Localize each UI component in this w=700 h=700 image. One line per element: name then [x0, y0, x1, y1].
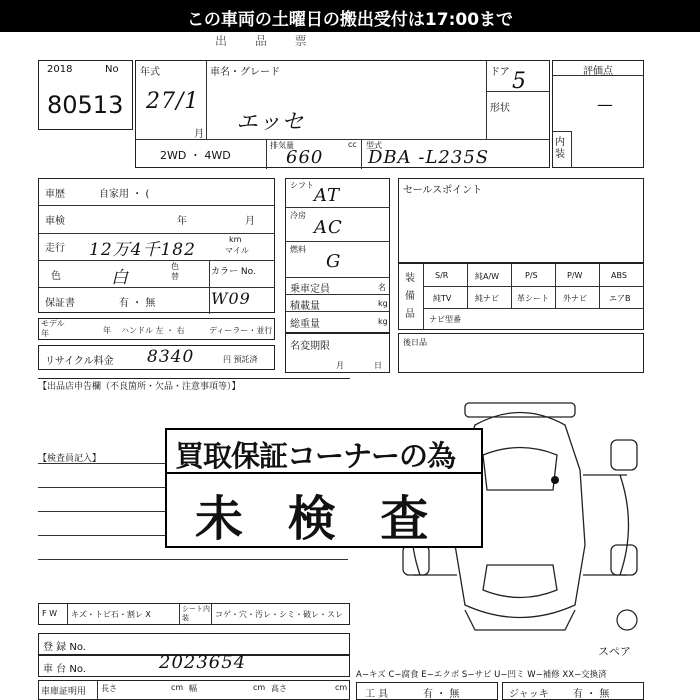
- stamp-main: 未 検 査: [195, 491, 443, 547]
- color-no-label: カラー No.: [211, 267, 256, 277]
- warranty-value: 有 ・ 無: [119, 298, 156, 309]
- seller-note-label: 【出品店申告欄（不良箇所・欠品・注意事項等）】: [38, 382, 241, 392]
- ac-label: 冷房: [290, 211, 306, 220]
- spare-label: スペア: [598, 645, 631, 658]
- interior-label: 内装: [555, 137, 565, 160]
- tool-value: 有 ・ 無: [423, 689, 460, 700]
- seat-label: シート内装: [182, 605, 210, 622]
- lot-year: 2018: [47, 64, 73, 75]
- fw-row: [38, 603, 350, 625]
- history-box: [38, 178, 275, 313]
- equip-ext-navi: 外ナビ: [563, 294, 587, 303]
- lot-number: 80513: [47, 91, 124, 119]
- mileage-value: 12万4千182: [89, 240, 196, 260]
- type-value: DBA -L235S: [368, 147, 490, 168]
- stamp-title: 買取保証コーナーの為: [175, 439, 456, 473]
- fuel-label: 燃料: [290, 245, 306, 254]
- equip-pw: P/W: [567, 271, 583, 280]
- equipment-side-label: 装備品: [405, 273, 415, 320]
- total-label: 総重量: [290, 319, 320, 330]
- top-banner: [0, 0, 700, 32]
- jack-value: 有 ・ 無: [573, 689, 610, 700]
- color-value: 白: [111, 268, 129, 288]
- recycle-value: 8340: [147, 347, 195, 367]
- score-value: —: [597, 95, 613, 114]
- cc-unit: cc: [348, 140, 357, 149]
- displacement-value: 660: [286, 147, 324, 168]
- score-label: 評価点: [583, 66, 613, 77]
- equip-abs: ABS: [611, 271, 627, 280]
- ac-value: AC: [314, 217, 343, 238]
- recycle-unit: 円 預託済: [223, 355, 258, 364]
- nenshiki-month-unit: 月: [194, 129, 204, 140]
- tool-label: 工 具: [365, 689, 389, 700]
- lot-prefix: No: [105, 64, 119, 75]
- color-label: 色: [51, 271, 61, 282]
- mileage-label: 走行: [45, 243, 65, 254]
- equip-navi: 純ナビ: [475, 294, 499, 303]
- capacity-unit: 名: [378, 283, 386, 292]
- model-value: エッセ: [236, 110, 305, 135]
- registration-day: 日: [374, 361, 382, 370]
- damage-legend: A−キズ C−腐食 E−エクボ S−サビ U−凹ミ W−補修 XX−交換済: [356, 670, 607, 680]
- chassis-label: 車 台 No.: [43, 664, 86, 675]
- chassis-value: 2023654: [159, 652, 247, 673]
- shift-value: AT: [314, 185, 341, 206]
- shape-label: 形状: [490, 103, 510, 114]
- chassis-row: [38, 652, 350, 677]
- tool-box: [356, 682, 498, 700]
- displacement-label: 排気量: [270, 141, 294, 150]
- jack-box: [502, 682, 644, 700]
- car-front-lower: [465, 610, 575, 630]
- equip-ps: P/S: [525, 271, 538, 280]
- model-label: 車名・グレード: [210, 67, 280, 78]
- cert-label: 車庫証明用: [41, 687, 87, 697]
- reki-label: 車歴: [45, 189, 65, 200]
- registration-month: 月: [336, 361, 344, 370]
- navi-model-label: ナビ型番: [429, 315, 461, 324]
- inspector-label: 【検査員記入】: [38, 454, 102, 464]
- width-unit: cm: [253, 683, 266, 692]
- drive-label: 2WD ・ 4WD: [160, 149, 231, 162]
- total-unit: kg: [378, 317, 388, 326]
- shaken-month: 月: [245, 216, 255, 227]
- fw-text: キズ・トビ石・割レ X: [71, 610, 151, 619]
- recycle-label: リサイクル料金: [45, 356, 114, 367]
- shaken-year: 年: [177, 216, 187, 227]
- door-value: 5: [512, 69, 527, 94]
- mile-unit: マイル: [225, 246, 249, 255]
- warranty-label: 保証書: [45, 298, 75, 309]
- dealer-option: ディーラー・並行: [209, 326, 273, 335]
- load-unit: kg: [378, 299, 388, 308]
- shift-box: [285, 178, 390, 333]
- equip-leather: 革シート: [517, 294, 549, 303]
- width-label: 幅: [189, 684, 197, 693]
- equip-tv: 純TV: [433, 294, 452, 303]
- cert-row: [38, 680, 350, 700]
- registration-label: 名変期限: [290, 341, 330, 352]
- km-unit: km: [229, 235, 242, 244]
- color-no-value: W09: [211, 289, 251, 308]
- score-box: [552, 60, 644, 168]
- length-label: 長さ: [101, 684, 117, 693]
- equip-airbag: エアB: [609, 294, 631, 303]
- top-bumper: [465, 403, 575, 417]
- handle-option: ハンドル 左 ・ 右: [121, 326, 185, 335]
- rear-goods-label: 後日品: [403, 338, 427, 347]
- nenshiki-label: 年式: [140, 67, 160, 78]
- length-unit: cm: [171, 683, 184, 692]
- equip-aw: 純A/W: [475, 272, 500, 281]
- shaken-label: 車検: [45, 216, 65, 227]
- stamp: [165, 428, 483, 548]
- rear-goods-box: [398, 333, 644, 373]
- banner-text: この車両の土曜日の搬出受付は17:00まで: [186, 10, 514, 30]
- car-windshield: [483, 448, 557, 491]
- model-year-box: [38, 318, 275, 340]
- fw-label: F W: [42, 609, 58, 618]
- equipment-box: [398, 263, 644, 330]
- height-unit: cm: [335, 683, 348, 692]
- model-year-unit: 年: [103, 326, 111, 335]
- car-rear-window: [483, 565, 557, 598]
- height-label: 高さ: [271, 684, 287, 693]
- sales-box: [398, 178, 644, 263]
- car-right-side: [583, 475, 629, 575]
- door-label: ドア: [490, 67, 510, 78]
- color-change: 色替: [171, 262, 179, 281]
- type-label: 型式: [366, 141, 382, 150]
- seat-text: コゲ・穴・汚レ・シミ・破レ・スレ: [215, 610, 343, 619]
- equip-sr: S/R: [435, 271, 449, 280]
- vehicle-box: [135, 60, 550, 168]
- reki-options: 自家用 ・ (: [99, 189, 150, 200]
- recycle-box: [38, 345, 275, 370]
- spare-icon: [617, 610, 637, 630]
- reg-no-label: 登 録 No.: [43, 642, 86, 653]
- sales-label: セールスポイント: [403, 185, 483, 196]
- faded-title: 出 品 票: [215, 34, 319, 48]
- nenshiki-value: 27/1: [146, 89, 200, 114]
- fuel-value: G: [326, 251, 342, 272]
- load-label: 積載量: [290, 301, 320, 312]
- registration-box: [285, 333, 390, 373]
- shift-label: シフト: [290, 181, 314, 190]
- wheel-fr: [611, 440, 637, 470]
- damage-mark: [551, 476, 559, 484]
- capacity-label: 乗車定員: [290, 284, 330, 295]
- model-year-label: モデル年: [41, 319, 65, 338]
- jack-label: ジャッキ: [509, 689, 549, 700]
- lot-box: [38, 60, 133, 130]
